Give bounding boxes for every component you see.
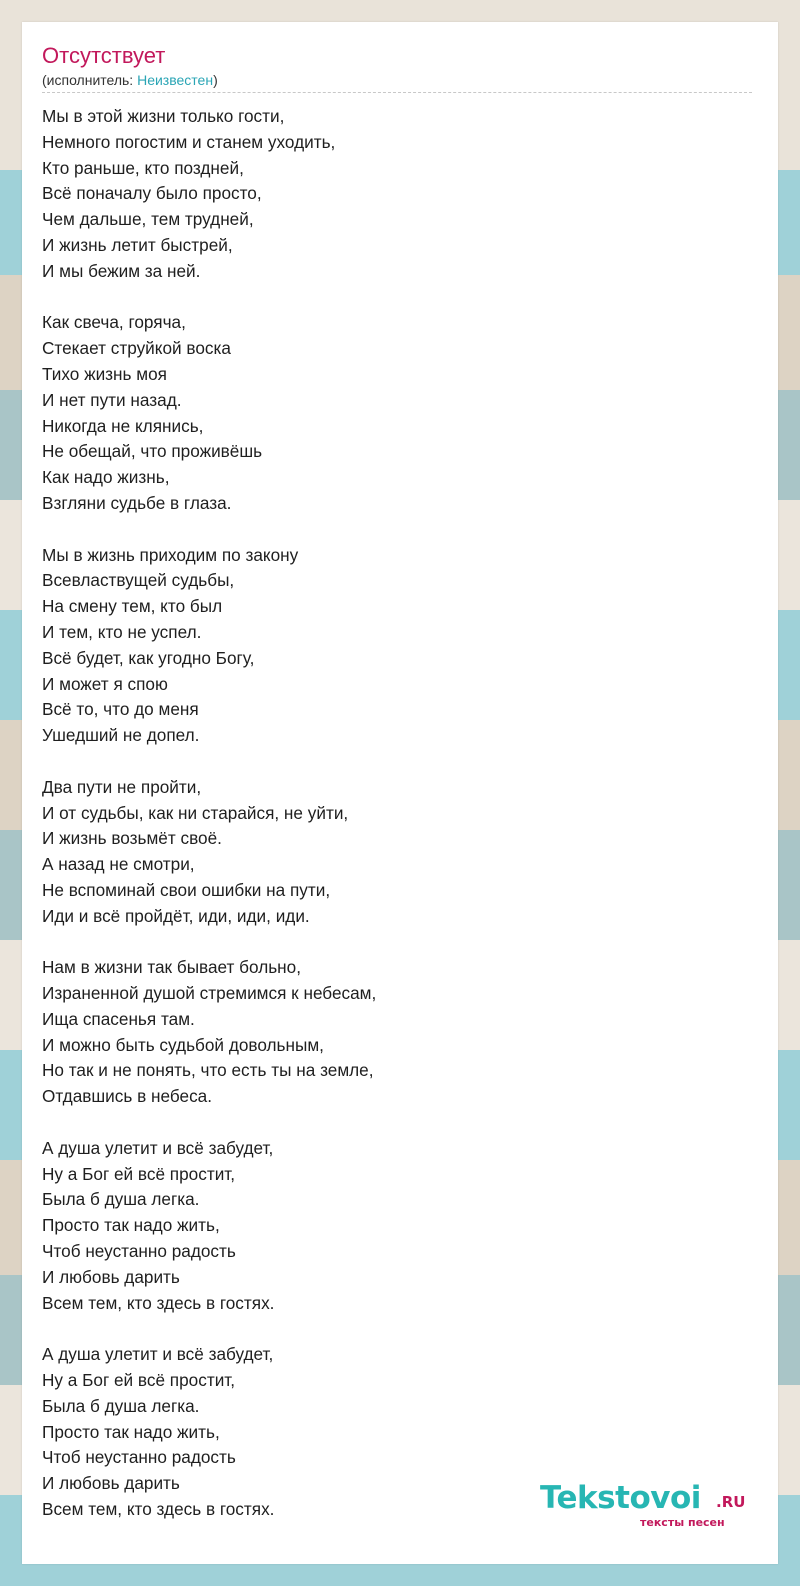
artist-link[interactable]: Неизвестен: [137, 72, 214, 88]
lyrics-stanza: [42, 775, 742, 930]
lyrics-line: На смену тем, кто был: [42, 596, 223, 617]
lyrics-line: Тихо жизнь моя: [42, 363, 167, 384]
lyrics-line: Ища спасенья там.: [42, 1008, 195, 1029]
title-divider: [42, 92, 752, 93]
lyrics-line: Как надо жизнь,: [42, 467, 170, 488]
lyrics-line: А душа улетит и всё забудет,: [42, 1137, 274, 1158]
lyrics-line: Просто так надо жить,: [42, 1421, 220, 1442]
lyrics-line: И от судьбы, как ни старайся, не уйти,: [42, 802, 349, 823]
lyrics-line: Чем дальше, тем трудней,: [42, 209, 254, 230]
lyrics-line: И любовь дарить: [42, 1266, 180, 1287]
lyrics-stanza: [42, 543, 742, 749]
lyrics-line: И любовь дарить: [42, 1473, 180, 1494]
lyrics-line: Но так и не понять, что есть ты на земле,: [42, 1060, 374, 1081]
lyrics-line: Нам в жизни так бывает больно,: [42, 957, 302, 978]
logo-tagline: тексты песен: [640, 1516, 725, 1529]
song-title: Отсутствует: [42, 43, 166, 68]
lyrics-stanza: [42, 1136, 742, 1317]
lyrics-line: И тем, кто не успел.: [42, 621, 202, 642]
lyrics-card: [22, 22, 778, 1564]
lyrics-line: Всем тем, кто здесь в гостях.: [42, 1499, 275, 1520]
lyrics-line: Два пути не пройти,: [42, 776, 202, 797]
lyrics-line: Мы в жизнь приходим по закону: [42, 544, 299, 565]
lyrics-line: Стекает струйкой воска: [42, 338, 231, 359]
lyrics-line: И нет пути назад.: [42, 389, 182, 410]
lyrics-line: Не обещай, что проживёшь: [42, 441, 263, 462]
lyrics-line: Как свеча, горяча,: [42, 312, 186, 333]
lyrics-line: И мы бежим за ней.: [42, 260, 201, 281]
lyrics-line: Всевластвущей судьбы,: [42, 570, 235, 591]
lyrics-line: Не вспоминай свои ошибки на пути,: [42, 879, 331, 900]
lyrics-line: И жизнь летит быстрей,: [42, 234, 233, 255]
lyrics-line: Всё то, что до меня: [42, 699, 199, 720]
lyrics-line: Была б душа легка.: [42, 1395, 200, 1416]
lyrics-line: Ну а Бог ей всё простит,: [42, 1370, 236, 1391]
lyrics-line: Иди и всё пройдёт, иди, иди, иди.: [42, 905, 310, 926]
lyrics-line: Ну а Бог ей всё простит,: [42, 1163, 236, 1184]
lyrics-line: Чтоб неустанно радость: [42, 1447, 236, 1468]
site-logo[interactable]: [540, 1480, 750, 1536]
lyrics-line: Ушедший не допел.: [42, 725, 200, 746]
lyrics-line: А душа улетит и всё забудет,: [42, 1344, 274, 1365]
lyrics-line: Чтоб неустанно радость: [42, 1241, 236, 1262]
lyrics-line: И жизнь возьмёт своё.: [42, 828, 222, 849]
artist-line: [42, 72, 218, 88]
lyrics-line: Просто так надо жить,: [42, 1215, 220, 1236]
lyrics-line: Всё будет, как угодно Богу,: [42, 647, 255, 668]
lyrics-stanza: [42, 955, 742, 1110]
lyrics-line: Всё поначалу было просто,: [42, 183, 262, 204]
artist-suffix: ): [213, 72, 218, 88]
lyrics-line: И можно быть судьбой довольным,: [42, 1034, 324, 1055]
lyrics-line: Отдавшись в небеса.: [42, 1086, 213, 1107]
lyrics-line: Немного погостим и станем уходить,: [42, 131, 336, 152]
lyrics-line: Кто раньше, кто поздней,: [42, 157, 244, 178]
lyrics-line: Всем тем, кто здесь в гостях.: [42, 1292, 275, 1313]
lyrics-stanza: [42, 310, 742, 516]
lyrics-line: А назад не смотри,: [42, 854, 195, 875]
lyrics-line: Израненной душой стремимся к небесам,: [42, 983, 377, 1004]
lyrics-line: Была б душа легка.: [42, 1189, 200, 1210]
artist-prefix: (исполнитель:: [42, 72, 138, 88]
logo-tld: .RU: [716, 1493, 746, 1511]
lyrics-line: Мы в этой жизни только гости,: [42, 106, 285, 126]
lyrics-line: Никогда не клянись,: [42, 415, 204, 436]
lyrics-line: И может я спою: [42, 673, 168, 694]
lyrics-stanza: [42, 104, 742, 285]
lyrics-text: [42, 104, 742, 1549]
lyrics-line: Взгляни судьбе в глаза.: [42, 492, 232, 513]
logo-name: Tekstovoi: [540, 1480, 701, 1516]
